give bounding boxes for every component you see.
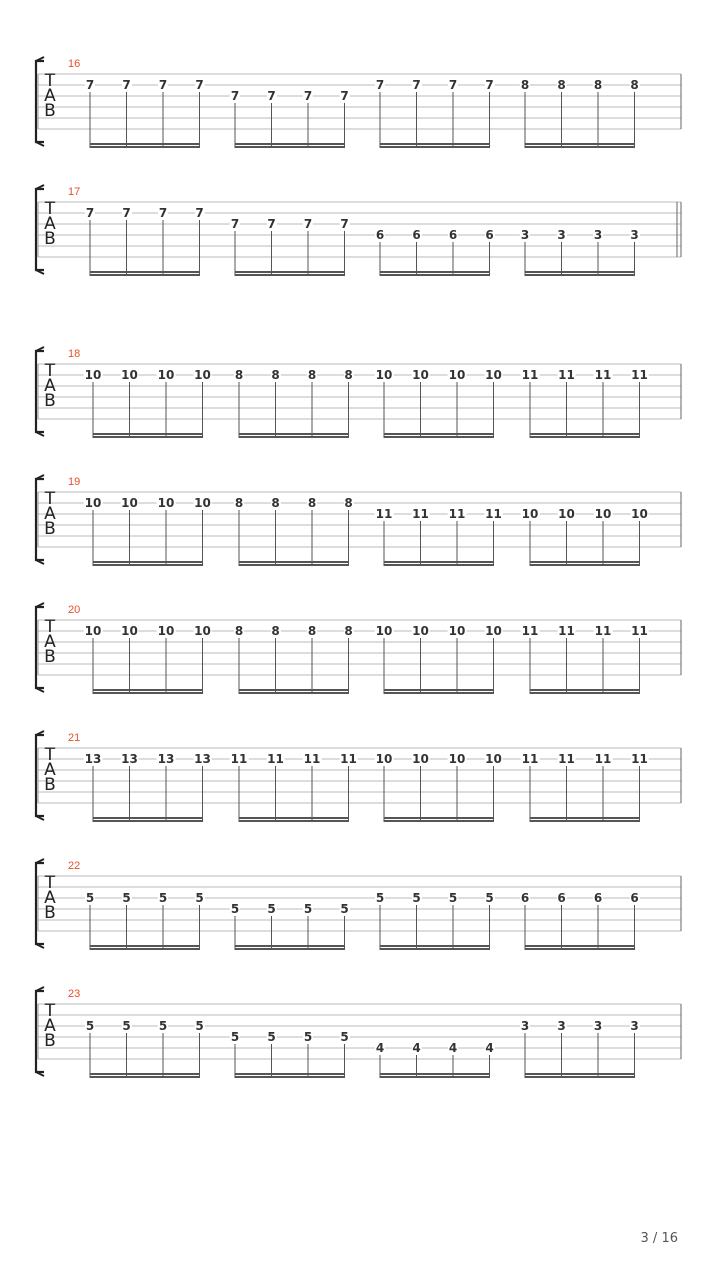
fret-number: 11 (448, 507, 466, 521)
system-bracket (36, 735, 44, 816)
beam-secondary (384, 692, 495, 694)
fret-number: 4 (375, 1041, 385, 1055)
fret-number: 8 (344, 496, 353, 510)
beam-secondary (93, 692, 204, 694)
beam-secondary (525, 274, 636, 276)
tab-clef-letter: B (44, 1031, 56, 1051)
fret-number: 7 (340, 217, 349, 231)
tab-system (0, 732, 720, 842)
fret-number: 11 (375, 507, 393, 521)
fret-number: 5 (122, 891, 131, 905)
fret-number: 5 (195, 1019, 204, 1033)
fret-number: 8 (593, 78, 603, 92)
beam-secondary (90, 948, 201, 950)
fret-number: 11 (267, 752, 284, 766)
fret-number: 11 (485, 507, 502, 521)
fret-number: 10 (121, 624, 138, 638)
beam-secondary (93, 820, 204, 822)
fret-number: 7 (158, 78, 168, 92)
tab-clef-letter: T (44, 745, 56, 765)
staff-graphic (0, 476, 720, 586)
fret-number: 10 (194, 624, 211, 638)
fret-number: 10 (375, 752, 393, 766)
beam-primary (384, 689, 495, 691)
tab-clef-letter: B (44, 229, 56, 249)
fret-number: 5 (267, 1030, 276, 1044)
fret-number: 11 (631, 752, 648, 766)
fret-number: 8 (520, 78, 530, 92)
beam-secondary (384, 820, 495, 822)
fret-number: 7 (195, 78, 204, 92)
beam-primary (384, 433, 495, 435)
fret-number: 3 (593, 228, 603, 242)
fret-number: 10 (448, 368, 466, 382)
fret-number: 7 (158, 206, 168, 220)
fret-number: 6 (630, 891, 639, 905)
beam-primary (380, 1073, 491, 1075)
tab-clef-letter: A (44, 214, 56, 234)
measure-number: 23 (68, 988, 81, 1000)
fret-number: 11 (558, 624, 575, 638)
beam-primary (239, 561, 350, 563)
beam-primary (530, 561, 641, 563)
staff-graphic (0, 604, 720, 714)
tab-clef-letter: A (44, 504, 56, 524)
measure-number: 22 (68, 860, 81, 872)
fret-number: 3 (557, 1019, 566, 1033)
fret-number: 3 (557, 228, 566, 242)
fret-number: 5 (267, 902, 276, 916)
fret-number: 10 (558, 507, 575, 521)
beam-secondary (380, 146, 491, 148)
fret-number: 5 (85, 1019, 95, 1033)
beam-secondary (380, 1076, 491, 1078)
tab-system (0, 348, 720, 458)
fret-number: 6 (520, 891, 530, 905)
fret-number: 8 (271, 368, 280, 382)
fret-number: 5 (158, 1019, 168, 1033)
fret-number: 11 (230, 752, 248, 766)
tab-clef-letter: T (44, 489, 56, 509)
beam-secondary (235, 146, 346, 148)
fret-number: 8 (630, 78, 639, 92)
tab-system (0, 988, 720, 1098)
fret-number: 6 (412, 228, 421, 242)
fret-number: 10 (448, 624, 466, 638)
fret-number: 10 (121, 368, 138, 382)
beam-primary (525, 945, 636, 947)
fret-number: 4 (448, 1041, 458, 1055)
fret-number: 7 (195, 206, 204, 220)
fret-number: 6 (485, 228, 494, 242)
fret-number: 7 (122, 78, 131, 92)
fret-number: 8 (234, 368, 244, 382)
system-bracket (36, 189, 44, 270)
fret-number: 11 (594, 752, 612, 766)
fret-number: 6 (448, 228, 458, 242)
fret-number: 10 (84, 496, 102, 510)
fret-number: 11 (594, 368, 612, 382)
tab-clef-letter: A (44, 888, 56, 908)
fret-number: 10 (84, 368, 102, 382)
system-bracket (36, 61, 44, 142)
fret-number: 8 (344, 368, 353, 382)
beam-secondary (525, 1076, 636, 1078)
beam-secondary (530, 436, 641, 438)
fret-number: 3 (630, 228, 639, 242)
beam-secondary (380, 948, 491, 950)
beam-primary (384, 561, 495, 563)
system-bracket (36, 351, 44, 432)
system-bracket (36, 479, 44, 560)
beam-primary (93, 817, 204, 819)
fret-number: 8 (307, 496, 317, 510)
fret-number: 10 (521, 507, 539, 521)
fret-number: 11 (521, 624, 539, 638)
beam-primary (525, 271, 636, 273)
fret-number: 6 (593, 891, 603, 905)
fret-number: 5 (195, 891, 204, 905)
tab-clef-letter: A (44, 1016, 56, 1036)
fret-number: 5 (303, 902, 313, 916)
fret-number: 10 (121, 496, 138, 510)
fret-number: 7 (303, 89, 313, 103)
beam-primary (90, 271, 201, 273)
page-number: 3 / 16 (640, 1231, 678, 1246)
beam-secondary (530, 564, 641, 566)
fret-number: 11 (340, 752, 357, 766)
beam-secondary (239, 692, 350, 694)
fret-number: 10 (631, 507, 648, 521)
beam-secondary (525, 146, 636, 148)
beam-primary (380, 271, 491, 273)
tab-clef-letter: B (44, 647, 56, 667)
system-bracket (36, 863, 44, 944)
fret-number: 3 (630, 1019, 639, 1033)
tab-clef-letter: T (44, 199, 56, 219)
fret-number: 10 (412, 368, 429, 382)
tab-clef-letter: T (44, 71, 56, 91)
beam-secondary (93, 436, 204, 438)
system-bracket (36, 607, 44, 688)
fret-number: 10 (194, 368, 211, 382)
beam-primary (530, 433, 641, 435)
fret-number: 7 (230, 217, 240, 231)
fret-number: 5 (85, 891, 95, 905)
fret-number: 3 (520, 1019, 530, 1033)
beam-secondary (384, 564, 495, 566)
staff-graphic (0, 58, 720, 168)
fret-number: 10 (375, 624, 393, 638)
beam-primary (380, 143, 491, 145)
tab-clef-letter: T (44, 617, 56, 637)
fret-number: 5 (412, 891, 421, 905)
fret-number: 7 (85, 78, 95, 92)
tab-system (0, 604, 720, 714)
staff-graphic (0, 988, 720, 1098)
fret-number: 10 (157, 496, 175, 510)
fret-number: 4 (412, 1041, 421, 1055)
beam-secondary (239, 564, 350, 566)
tab-clef-letter: B (44, 775, 56, 795)
fret-number: 11 (412, 507, 429, 521)
beam-secondary (90, 1076, 201, 1078)
beam-primary (93, 689, 204, 691)
fret-number: 5 (340, 902, 349, 916)
fret-number: 8 (307, 368, 317, 382)
fret-number: 11 (558, 752, 575, 766)
fret-number: 5 (375, 891, 385, 905)
fret-number: 5 (230, 1030, 240, 1044)
fret-number: 6 (557, 891, 566, 905)
beam-primary (380, 945, 491, 947)
tab-clef-letter: T (44, 361, 56, 381)
fret-number: 11 (631, 624, 648, 638)
beam-secondary (235, 948, 346, 950)
beam-secondary (235, 274, 346, 276)
fret-number: 11 (521, 752, 539, 766)
fret-number: 7 (122, 206, 131, 220)
fret-number: 5 (230, 902, 240, 916)
beam-primary (530, 689, 641, 691)
fret-number: 7 (267, 217, 276, 231)
tab-system (0, 476, 720, 586)
fret-number: 10 (84, 624, 102, 638)
beam-secondary (239, 436, 350, 438)
beam-primary (235, 1073, 346, 1075)
beam-secondary (90, 146, 201, 148)
beam-secondary (239, 820, 350, 822)
staff-graphic (0, 186, 720, 296)
tab-clef-letter: A (44, 632, 56, 652)
fret-number: 10 (412, 624, 429, 638)
measure-number: 18 (68, 348, 81, 360)
fret-number: 5 (448, 891, 458, 905)
fret-number: 3 (520, 228, 530, 242)
beam-primary (90, 945, 201, 947)
fret-number: 8 (344, 624, 353, 638)
fret-number: 5 (158, 891, 168, 905)
fret-number: 5 (340, 1030, 349, 1044)
fret-number: 8 (234, 624, 244, 638)
fret-number: 7 (340, 89, 349, 103)
fret-number: 13 (84, 752, 102, 766)
beam-primary (239, 433, 350, 435)
fret-number: 7 (412, 78, 421, 92)
beam-secondary (380, 274, 491, 276)
beam-secondary (530, 820, 641, 822)
fret-number: 10 (485, 624, 502, 638)
fret-number: 8 (307, 624, 317, 638)
beam-primary (235, 945, 346, 947)
fret-number: 10 (448, 752, 466, 766)
fret-number: 7 (448, 78, 458, 92)
fret-number: 7 (267, 89, 276, 103)
fret-number: 10 (194, 496, 211, 510)
beam-primary (239, 689, 350, 691)
tab-clef-letter: B (44, 903, 56, 923)
staff-graphic (0, 348, 720, 458)
tab-clef-letter: A (44, 760, 56, 780)
beam-primary (530, 817, 641, 819)
fret-number: 7 (303, 217, 313, 231)
staff-graphic (0, 732, 720, 842)
fret-number: 4 (485, 1041, 494, 1055)
fret-number: 8 (271, 496, 280, 510)
staff-graphic (0, 860, 720, 970)
beam-primary (525, 1073, 636, 1075)
measure-number: 16 (68, 58, 81, 70)
fret-number: 7 (485, 78, 494, 92)
fret-number: 5 (485, 891, 494, 905)
fret-number: 11 (631, 368, 648, 382)
fret-number: 6 (375, 228, 385, 242)
fret-number: 11 (303, 752, 321, 766)
tab-system (0, 186, 720, 296)
fret-number: 10 (485, 752, 502, 766)
fret-number: 11 (521, 368, 539, 382)
fret-number: 8 (271, 624, 280, 638)
measure-number: 19 (68, 476, 81, 488)
beam-secondary (384, 436, 495, 438)
fret-number: 5 (122, 1019, 131, 1033)
fret-number: 7 (375, 78, 385, 92)
beam-primary (90, 143, 201, 145)
beam-primary (525, 143, 636, 145)
beam-secondary (235, 1076, 346, 1078)
beam-secondary (93, 564, 204, 566)
tab-system (0, 58, 720, 168)
beam-primary (235, 271, 346, 273)
beam-primary (93, 561, 204, 563)
tab-clef-letter: B (44, 101, 56, 121)
beam-primary (93, 433, 204, 435)
fret-number: 5 (303, 1030, 313, 1044)
tab-clef-letter: T (44, 1001, 56, 1021)
beam-secondary (525, 948, 636, 950)
tab-clef-letter: B (44, 519, 56, 539)
fret-number: 10 (594, 507, 612, 521)
fret-number: 8 (557, 78, 566, 92)
beam-secondary (90, 274, 201, 276)
measure-number: 21 (68, 732, 81, 744)
fret-number: 10 (157, 624, 175, 638)
fret-number: 10 (485, 368, 502, 382)
fret-number: 11 (558, 368, 575, 382)
tab-system (0, 860, 720, 970)
system-bracket (36, 991, 44, 1072)
fret-number: 10 (412, 752, 429, 766)
beam-primary (90, 1073, 201, 1075)
beam-primary (384, 817, 495, 819)
fret-number: 10 (157, 368, 175, 382)
fret-number: 7 (230, 89, 240, 103)
fret-number: 13 (157, 752, 175, 766)
fret-number: 10 (375, 368, 393, 382)
fret-number: 13 (194, 752, 211, 766)
measure-number: 17 (68, 186, 81, 198)
fret-number: 13 (121, 752, 138, 766)
fret-number: 7 (85, 206, 95, 220)
beam-primary (239, 817, 350, 819)
beam-secondary (530, 692, 641, 694)
tab-clef-letter: A (44, 86, 56, 106)
fret-number: 11 (594, 624, 612, 638)
fret-number: 8 (234, 496, 244, 510)
measure-number: 20 (68, 604, 81, 616)
tab-clef-letter: B (44, 391, 56, 411)
beam-primary (235, 143, 346, 145)
tab-clef-letter: A (44, 376, 56, 396)
tab-clef-letter: T (44, 873, 56, 893)
fret-number: 3 (593, 1019, 603, 1033)
